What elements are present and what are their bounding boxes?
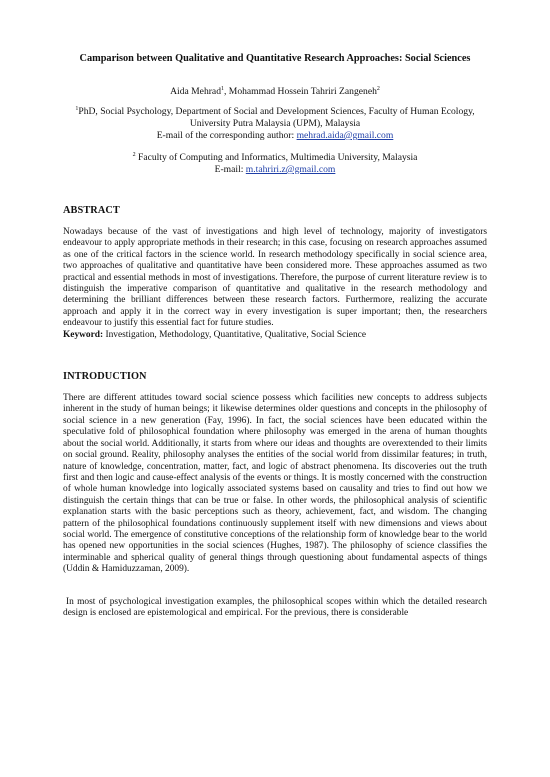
affiliation-2-email-link[interactable]: m.tahriri.z@gmail.com: [245, 164, 336, 175]
author-line: [63, 86, 487, 98]
affiliation-1-line-1: [63, 106, 487, 118]
affiliation-2-email-line: [63, 164, 487, 176]
affiliation-2-email-label: E-mail:: [214, 164, 246, 175]
keywords-line: [63, 330, 487, 341]
affiliation-block-1: [63, 106, 487, 142]
affiliation-1-email-line: [63, 130, 487, 142]
author-affil-mark-1: 1: [221, 85, 224, 92]
affiliation-block-2: [63, 152, 487, 176]
introduction-paragraph-1: There are different attitudes toward social science possess which facilities new concepts to address subjects inherent in the study of human beings; it likewise determines older questions and concepts in the philosophy of social science in a new generation (Fay, 1996). In fact, the social sciences have been educated within the speculative fold of philosophical foundation where philosophy was emerged in the arena of human thoughts about the social world. Additionally, it starts from where our ideas and thoughts are overextended to their limits on social ground. Reality, philosophy analyses the entities of the social world from dissimilar features; in truth, nature of knowledge, concentration, matter, fact, and logic of abstract phenomena. Its discoveries out the truth first and then logic and cause-effect analysis of the events or things. It is mostly concerned with the construction of whole human knowledge into logically associated systems based on causality and tries to find out how we distinguish the certain things that can be true or false. In other words, the philosophical analysis of scientific explanation starts with the basic perceptions such as theory, achievement, fact, and wisdom. The changing pattern of the philosophical foundations continuously supplement itself with new dimensions and views about social world. The emergence of constitutive conceptions of the relationship form of knowledge bear to the world has opened new opportunities in the social sciences (Hughes, 1987). The philosophy of science classifies the interminable and spherical quality of general things through questioning about fundamental aspects of things (Uddin & Hamiduzzaman, 2009).: [63, 393, 487, 575]
affiliation-1-email-label: E-mail of the corresponding author:: [156, 130, 297, 141]
abstract-heading: ABSTRACT: [63, 205, 120, 216]
paper-title: Camparison between Qualitative and Quantitative Research Approaches: Social Sciences: [79, 53, 471, 64]
author-affil-mark-2: 2: [376, 85, 380, 92]
abstract-body: Nowadays because of the vast of investigations and high level of technology, majority of investigators endeavour to apply appropriate methods in their research; in this case, focusing on research approaches assumed as one of the critical factors in the science world. In research methodology specifically in social science area, two approaches of qualitative and quantitative have been considered more. These approaches assumed as two practical and essential methods in most of investigations. Therefore, the purpose of current literature review is to distinguish the imperative comparison of quantitative and qualitative in the research methodology and determining the brilliant differences between these research factors. Furthermore, realizing the accurate approach and apply it in the correct way in every investigation is super important; then, the researchers endeavour to justify this essential fact for future studies.: [63, 227, 487, 329]
introduction-paragraph-2: In most of psychological investigation examples, the philosophical scopes within which the detailed research design is enclosed are epistemological and empirical. For the previous, there is considerable: [63, 596, 487, 618]
author-name-2: Mohammad Hossein Tahriri Zangeneh: [228, 86, 377, 97]
affiliation-1-text: PhD, Social Psychology, Department of Social and Development Sciences, Faculty of Human Ecology,: [78, 106, 475, 117]
affiliation-2-text: Faculty of Computing and Informatics, Multimedia University, Malaysia: [135, 152, 418, 163]
affiliation-2-line-1: [63, 152, 487, 164]
keywords-label: Keyword:: [63, 329, 104, 340]
affiliation-1-email-link[interactable]: mehrad.aida@gmail.com: [296, 130, 394, 141]
affiliation-1-line-2: University Putra Malaysia (UPM), Malaysia: [189, 118, 361, 129]
introduction-heading: INTRODUCTION: [63, 371, 147, 383]
affiliation-2-mark: 2: [132, 151, 136, 158]
affiliation-1-mark: 1: [75, 105, 79, 112]
keywords-list: Investigation, Methodology, Quantitative, Qualitative, Social Science: [103, 329, 366, 340]
author-separator: ,: [224, 86, 229, 97]
author-name-1: Aida Mehrad: [170, 86, 221, 97]
